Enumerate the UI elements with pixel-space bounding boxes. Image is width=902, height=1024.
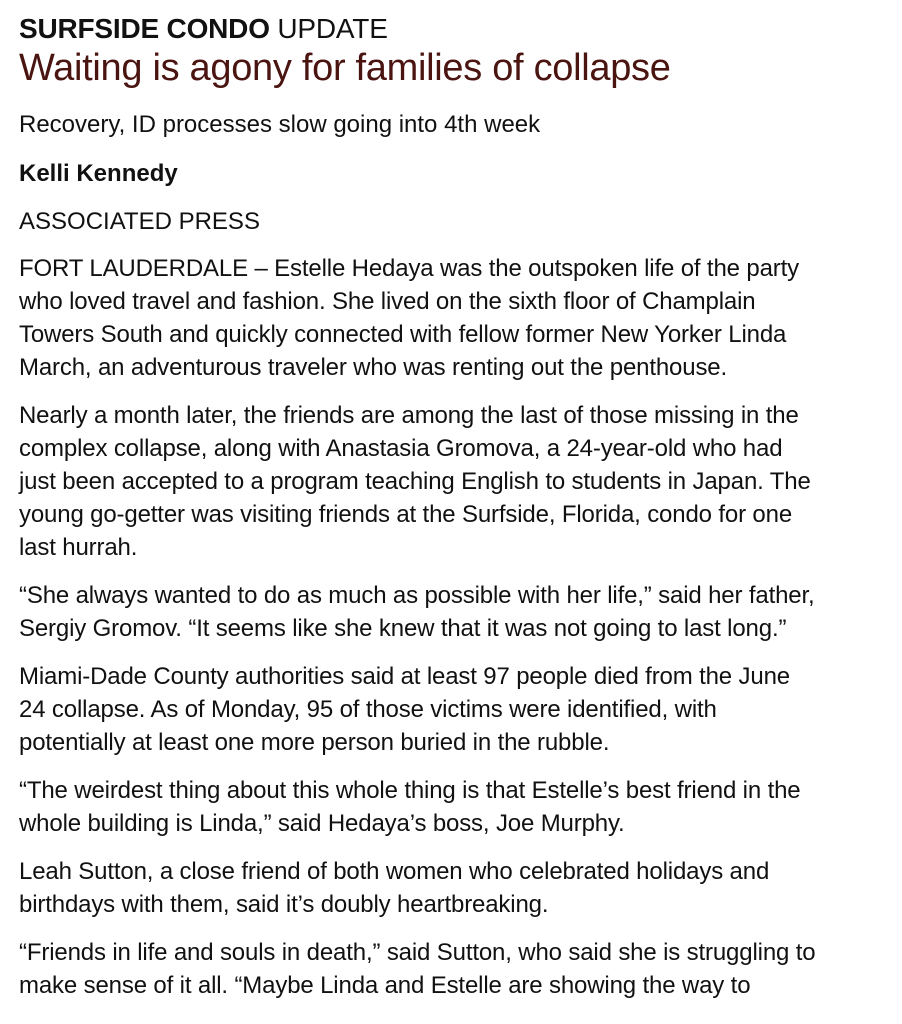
paragraph-line: March, an adventurous traveler who was renting out the penthouse. [19, 354, 728, 381]
paragraph-line: Sergiy Gromov. “It seems like she knew that it was not going to last long.” [19, 615, 787, 642]
paragraph-line: young go-getter was visiting friends at the Surfside, Florida, condo for one [19, 501, 793, 528]
section-kicker [19, 12, 902, 46]
paragraph-line: “Friends in life and souls in death,” said Sutton, who said she is struggling to [19, 939, 816, 966]
body-paragraph [19, 936, 902, 1002]
paragraph-line: “She always wanted to do as much as possible with her life,” said her father, [19, 582, 815, 609]
subheadline: Recovery, ID processes slow going into 4th week [19, 111, 541, 138]
body-paragraph [19, 579, 902, 645]
paragraph-line: Miami-Dade County authorities said at least 97 people died from the June [19, 663, 790, 690]
paragraph-line: Nearly a month later, the friends are among the last of those missing in the [19, 402, 799, 429]
paragraph-line: whole building is Linda,” said Hedaya’s boss, Joe Murphy. [19, 810, 625, 837]
kicker-topic: SURFSIDE CONDO [19, 13, 270, 44]
body-paragraph [19, 399, 902, 564]
body-paragraph [19, 855, 902, 921]
body-paragraph [19, 660, 902, 759]
paragraph-line: FORT LAUDERDALE – Estelle Hedaya was the outspoken life of the party [19, 255, 799, 282]
headline: Waiting is agony for families of collapse [19, 47, 671, 89]
kicker-label: UPDATE [277, 13, 388, 44]
byline-agency: ASSOCIATED PRESS [19, 208, 260, 235]
article [19, 12, 902, 1002]
paragraph-line: just been accepted to a program teaching English to students in Japan. The [19, 468, 811, 495]
paragraph-line: potentially at least one more person buried in the rubble. [19, 729, 610, 756]
paragraph-line: make sense of it all. “Maybe Linda and Estelle are showing the way to [19, 972, 751, 999]
paragraph-line: last hurrah. [19, 534, 138, 561]
body-paragraph [19, 774, 902, 840]
paragraph-line: Leah Sutton, a close friend of both women who celebrated holidays and [19, 858, 770, 885]
byline-author: Kelli Kennedy [19, 160, 178, 187]
paragraph-line: birthdays with them, said it’s doubly heartbreaking. [19, 891, 549, 918]
paragraph-line: “The weirdest thing about this whole thing is that Estelle’s best friend in the [19, 777, 801, 804]
paragraph-line: complex collapse, along with Anastasia Gromova, a 24-year-old who had [19, 435, 783, 462]
paragraph-line: who loved travel and fashion. She lived on the sixth floor of Champlain [19, 288, 756, 315]
paragraph-line: 24 collapse. As of Monday, 95 of those victims were identified, with [19, 696, 717, 723]
body-paragraph [19, 252, 902, 384]
paragraph-line: Towers South and quickly connected with fellow former New Yorker Linda [19, 321, 787, 348]
